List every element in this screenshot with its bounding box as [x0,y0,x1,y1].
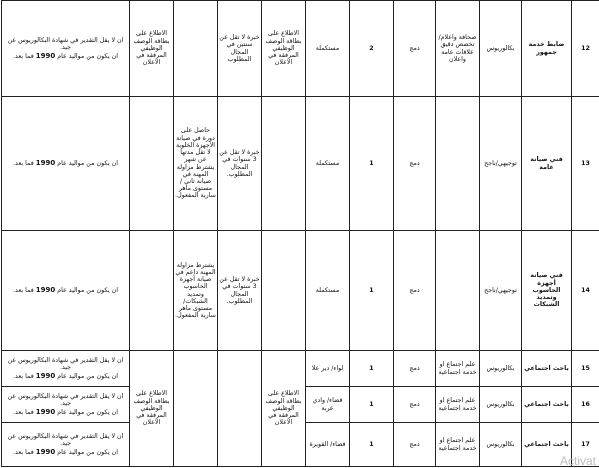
skills-cell [174,351,218,467]
count-cell: 1 [350,351,394,387]
notes-post: فما بعد. [13,408,34,416]
duties-cell-2 [130,231,174,351]
duties-cell: الاطلاع على بطاقة الوصف الوظيفي المرفقة في الاعلان [262,1,306,97]
qualification-cell: بكالوريوس [480,1,522,97]
notes-year: 1990 [35,407,56,416]
notes-post: فما بعد. [13,52,34,60]
notes-cell [2,423,130,467]
qualification-cell: توجيهي/ناجح [480,97,522,231]
notes-year: 1990 [35,159,56,168]
row-number: 13 [572,97,599,231]
job-title: باحث اجتماعي [522,351,572,387]
row-number: 17 [572,423,599,467]
notes-pre: ان يكون من مواليد عام [57,448,118,456]
notes-post: فما بعد. [13,160,34,168]
type-cell: دمج [394,97,436,231]
duties-cell: الاطلاع على بطاقة الوصف الوظيفي المرفقة في الاعلان [262,351,306,467]
job-title: فني صيانة عامة [522,97,572,231]
experience-cell: خبرة لا تقل عن 3 سنوات في المجال المطلوب. [218,97,262,231]
experience-cell: خبرة لا تقل عن سنتين في المجال المطلوب [218,1,262,97]
job-title: باحث اجتماعي [522,423,572,467]
notes-line-1: ان لا يقل التقدير في شهادة البكالوريوس عن جيد. [7,433,124,448]
skills-cell: يشترط مزاولة المهنة داعم في صيانة أجهزة الحاسوب وتمديد الشبكات/ مستوى ماهر سارية المفعول. [174,231,218,351]
workplace-cell: قضاء/ القويرة [306,423,350,467]
specialization-cell: علم اجتماع او خدمة اجتماعية [436,423,480,467]
count-cell: 1 [350,423,394,467]
vacancy-table [1,0,599,467]
specialization-cell: علم اجتماع او خدمة اجتماعية [436,351,480,387]
notes-line-1: ان لا يقل التقدير في شهادة البكالوريوس عن جيد. [7,37,124,52]
duties-cell-2: الاطلاع على بطاقة الوصف الوظيفي المرفقة في الاعلان [130,1,174,97]
notes-line-2 [3,408,128,416]
qualification-cell: بكالوريوس [480,423,522,467]
row-number: 15 [572,351,599,387]
row-number: 14 [572,231,599,351]
notes-pre: ان يكون من مواليد عام [57,160,118,168]
notes-post: فما بعد. [13,287,34,295]
notes-year: 1990 [35,286,56,295]
count-cell: 1 [350,231,394,351]
qualification-cell: بكالوريوس [480,351,522,387]
specialization-cell: علم اجتماع او خدمة اجتماعية [436,387,480,423]
notes-pre: ان يكون من مواليد عام [57,287,118,295]
type-cell: دمج [394,423,436,467]
notes-post: فما بعد. [13,372,34,380]
type-cell: دمج [394,387,436,423]
type-cell: دمج [394,231,436,351]
job-title: باحث اجتماعي [522,387,572,423]
duties-cell [262,231,306,351]
workplace-cell: لواء/ دير علا [306,351,350,387]
job-title: فني صيانة أجهزة الحاسوب وتمديد الشبكات [522,231,572,351]
notes-pre: ان يكون من مواليد عام [57,408,118,416]
notes-line-1: ان لا يقل التقدير في شهادة البكالوريوس عن جيد. [7,357,124,372]
table-row [2,231,599,351]
notes-line-2 [3,159,128,167]
notes-cell [2,231,130,351]
notes-year: 1990 [35,51,56,60]
skills-cell: حاصل على دورة في صيانة الأجهزة الخلوية لا تقل مدتها عن شهر يشترط مزاولة المهنة في صيانة ثاني /مستوى ماهر سارية المفعول. [174,97,218,231]
job-title: ضابط خدمة جمهور [522,1,572,97]
skills-cell [174,1,218,97]
workplace-cell: مستكملة [306,231,350,351]
row-number: 12 [572,1,599,97]
workplace-cell: قضاء/ وادي عربة [306,387,350,423]
count-cell: 2 [350,1,394,97]
specialization-cell: صحافة واعلام/ تخصص دقيق علاقات عامة واعلان [436,1,480,97]
duties-cell-2: الاطلاع على بطاقة الوصف الوظيفي المرفقة في الاعلان [130,351,174,467]
notes-year: 1990 [35,447,56,456]
table-row [2,1,599,97]
notes-post: فما بعد. [13,448,34,456]
count-cell: 1 [350,97,394,231]
workplace-cell: مستكملة [306,97,350,231]
notes-line-2 [3,448,128,456]
table-row [2,97,599,231]
qualification-cell: بكالوريوس [480,387,522,423]
notes-line-2 [3,372,128,380]
vacancy-table-page [1,0,599,468]
notes-pre: ان يكون من مواليد عام [57,372,118,380]
table-row [2,351,599,387]
duties-cell [262,97,306,231]
count-cell: 1 [350,387,394,423]
notes-line-1: ان لا يقل التقدير في شهادة البكالوريوس عن جيد. [7,393,124,408]
workplace-cell: مستكملة [306,1,350,97]
notes-cell [2,351,130,387]
notes-line-2 [3,52,128,60]
notes-pre: ان يكون من مواليد عام [57,52,118,60]
activation-watermark: Activat [559,454,596,468]
notes-cell [2,1,130,97]
notes-year: 1990 [35,371,56,380]
type-cell: دمج [394,1,436,97]
notes-line-2 [3,286,128,294]
specialization-cell [436,97,480,231]
experience-cell [218,351,262,467]
notes-cell [2,387,130,423]
row-number: 16 [572,387,599,423]
specialization-cell [436,231,480,351]
qualification-cell: توجيهي/ناجح [480,231,522,351]
type-cell: دمج [394,351,436,387]
notes-cell [2,97,130,231]
experience-cell: خبرة لا تقل عن 3 سنوات في المجال المطلوب. [218,231,262,351]
duties-cell-2 [130,97,174,231]
